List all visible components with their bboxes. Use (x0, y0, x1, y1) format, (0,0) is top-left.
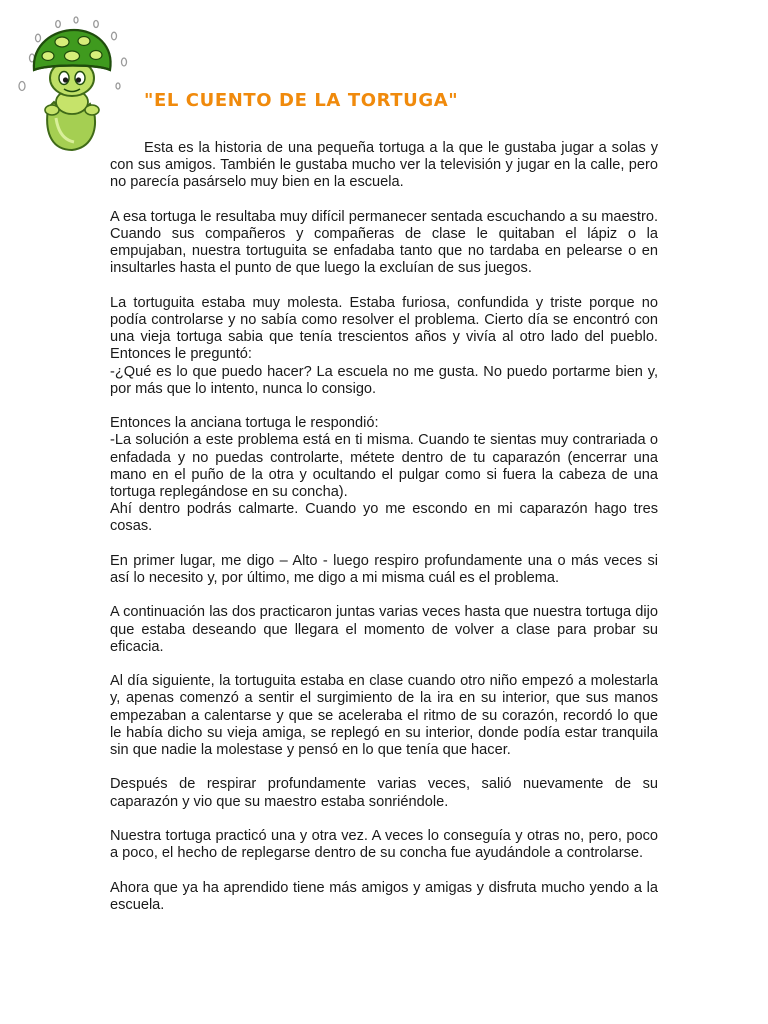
story-paragraph (110, 673, 658, 759)
story-paragraph (110, 140, 658, 192)
paragraph-line: Entonces la anciana tortuga le respondió: (110, 415, 379, 432)
story-paragraph (110, 828, 658, 862)
paragraph-line: Ahí dentro podrás calmarte. Cuando yo me escondo en mi caparazón hago tres cosas. (110, 501, 658, 535)
story-paragraph (110, 604, 658, 656)
story-paragraph (110, 295, 658, 398)
paragraph-line: Ahora que ya ha aprendido tiene más amigos y amigas y disfruta mucho yendo a la escuela. (110, 879, 658, 913)
paragraph-line: A esa tortuga le resultaba muy difícil permanecer sentada escuchando a su maestro. Cuando sus compañeros y compañeras de clase le quitaban el lápiz o la empujaban, nuestra tortuguita se enfadaba tanto que no tardaba en pelearse o en insultarles hasta el punto de que luego la excluían de sus juegos. (110, 208, 658, 277)
cartoon-turtle-in-shell-icon (14, 14, 146, 154)
paragraph-line: -¿Qué es lo que puedo hacer? La escuela no me gusta. No puedo portarme bien y, por más que lo intento, nunca lo consigo. (110, 363, 658, 397)
paragraph-line: En primer lugar, me digo – Alto - luego respiro profundamente una o más veces si así lo necesito y, por último, me digo a mi misma cuál es el problema. (110, 552, 658, 587)
story-paragraph (110, 415, 658, 535)
story-paragraph (110, 553, 658, 587)
paragraph-line: -La solución a este problema está en ti misma. Cuando te sientas muy contrariada o enfadada y no puedas controlarte, métete dentro de tu caparazón (encerrar una mano en el puño de la otra y ocultando el pulgar como si fuera la cabeza de una tortuga replegándose en su concha). (110, 432, 658, 501)
story-body (110, 140, 658, 931)
paragraph-line: Esta es la historia de una pequeña tortuga a la que le gustaba jugar a solas y con sus amigos. También le gustaba mucho ver la televisión y jugar en la calle, pero no parecía pasárselo muy bien en la escuela. (110, 140, 658, 191)
paragraph-line: Nuestra tortuga practicó una y otra vez. A veces lo conseguía y otras no, pero, poco a poco, el hecho de replegarse dentro de su concha fue ayudándole a controlarse. (110, 828, 658, 862)
story-title: "EL CUENTO DE LA TORTUGA" (144, 90, 459, 111)
paragraph-line: Después de respirar profundamente varias veces, salió nuevamente de su caparazón y vio que su maestro estaba sonriéndole. (110, 776, 658, 810)
paragraph-line: La tortuguita estaba muy molesta. Estaba furiosa, confundida y triste porque no podía controlarse y no sabía como resolver el problema. Cierto día se encontró con una vieja tortuga sabia que tenía trescientos años y vivía al otro lado del pueblo. Entonces le preguntó: (110, 294, 658, 363)
paragraph-line: A continuación las dos practicaron juntas varias veces hasta que nuestra tortuga dijo que estaba deseando que llegara el momento de volver a clase para probar su eficacia. (110, 604, 658, 655)
story-paragraph (110, 776, 658, 810)
story-paragraph (110, 209, 658, 278)
story-paragraph (110, 880, 658, 914)
paragraph-line: Al día siguiente, la tortuguita estaba en clase cuando otro niño empezó a molestarla y, apenas comenzó a sentir el surgimiento de la ira en su interior, que sus manos empezaban a calentarse y que se aceleraba el ritmo de su corazón, recordó lo que le había dicho su vieja amiga, se replegó en su interior, donde podía estar tranquila sin que nadie la molestase y pensó en lo que tenía que hacer. (110, 673, 658, 759)
